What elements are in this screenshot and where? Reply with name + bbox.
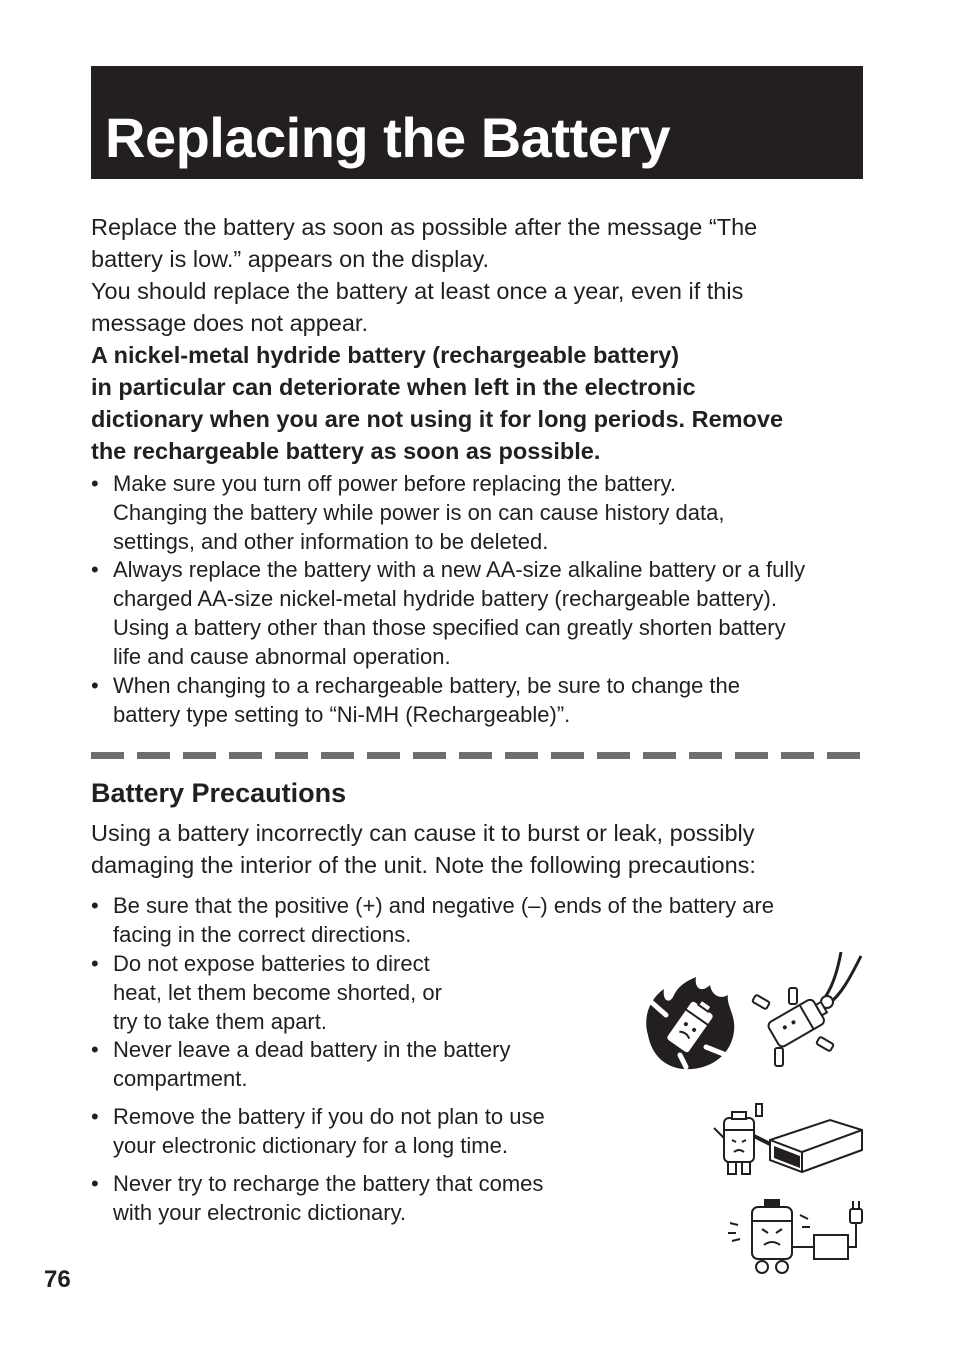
bullet-dot: •: [91, 893, 99, 918]
bullet-dot: •: [91, 1171, 99, 1196]
bullet-text: charged AA-size nickel-metal hydride battery (rechargeable battery).: [113, 586, 777, 611]
warning-line: the rechargeable battery as soon as possible.: [91, 438, 601, 464]
bullet-item: [91, 949, 442, 1036]
bullet-text: try to take them apart.: [113, 1009, 327, 1034]
bullet-dot: •: [91, 951, 99, 976]
title-bar: [91, 66, 863, 179]
warning-line: A nickel-metal hydride battery (rechargeable battery): [91, 342, 680, 368]
intro-line: battery is low.” appears on the display.: [91, 246, 489, 272]
bullet-dot: •: [91, 673, 99, 698]
section-title: Battery Precautions: [91, 778, 347, 808]
bullet-dot: •: [91, 1104, 99, 1129]
bullet-text: with your electronic dictionary.: [113, 1200, 407, 1225]
bullet-item: [91, 1035, 510, 1093]
page-number: 76: [44, 1266, 71, 1293]
bullet-text: heat, let them become shorted, or: [113, 980, 442, 1005]
bullet-text: life and cause abnormal operation.: [113, 644, 451, 669]
bullet-text: Never try to recharge the battery that comes: [113, 1171, 544, 1196]
bullet-text: Do not expose batteries to direct: [113, 951, 430, 976]
bullet-text: Always replace the battery with a new AA-size alkaline battery or a fully: [113, 557, 806, 582]
intro-line: message does not appear.: [91, 310, 368, 336]
bullet-text: Changing the battery while power is on can cause history data,: [113, 500, 725, 525]
bullet-text: settings, and other information to be deleted.: [113, 529, 549, 554]
page-title: Replacing the Battery: [105, 106, 671, 169]
battery-fire-illustration: [640, 975, 740, 1075]
bullet-text: Using a battery other than those specified can greatly shorten battery: [113, 615, 786, 640]
bullet-text: facing in the correct directions.: [113, 922, 412, 947]
intro-line: You should replace the battery at least once a year, even if this: [91, 278, 744, 304]
precautions-intro-line: damaging the interior of the unit. Note the following precautions:: [91, 852, 756, 878]
battery-charger-illustration: [722, 1195, 867, 1280]
battery-removal-illustration: [710, 1100, 865, 1180]
bullet-text: Never leave a dead battery in the battery: [113, 1037, 511, 1062]
bullet-dot: •: [91, 557, 99, 582]
bullet-dot: •: [91, 1037, 99, 1062]
warning-line: dictionary when you are not using it for long periods. Remove: [91, 406, 784, 432]
bullet-text: Make sure you turn off power before replacing the battery.: [113, 471, 676, 496]
bullet-item: [91, 891, 774, 949]
bullet-text: Be sure that the positive (+) and negative (–) ends of the battery are: [113, 893, 774, 918]
bullet-item: [91, 671, 740, 729]
intro-line: Replace the battery as soon as possible after the message “The: [91, 214, 758, 240]
dashed-divider: [91, 752, 863, 759]
warning-line: in particular can deteriorate when left in the electronic: [91, 374, 696, 400]
bullet-item: [91, 1102, 545, 1160]
bullet-text: battery type setting to “Ni-MH (Rechargeable)”.: [113, 702, 571, 727]
precautions-intro-line: Using a battery incorrectly can cause it to burst or leak, possibly: [91, 820, 755, 846]
bullet-item: [91, 555, 805, 671]
bullet-item: [91, 469, 724, 556]
bullet-text: your electronic dictionary for a long time.: [113, 1133, 508, 1158]
bullet-dot: •: [91, 471, 99, 496]
bullet-item: [91, 1169, 543, 1227]
battery-short-illustration: [745, 950, 865, 1075]
bullet-text: Remove the battery if you do not plan to use: [113, 1104, 545, 1129]
bullet-text: When changing to a rechargeable battery, be sure to change the: [113, 673, 741, 698]
bullet-text: compartment.: [113, 1066, 248, 1091]
